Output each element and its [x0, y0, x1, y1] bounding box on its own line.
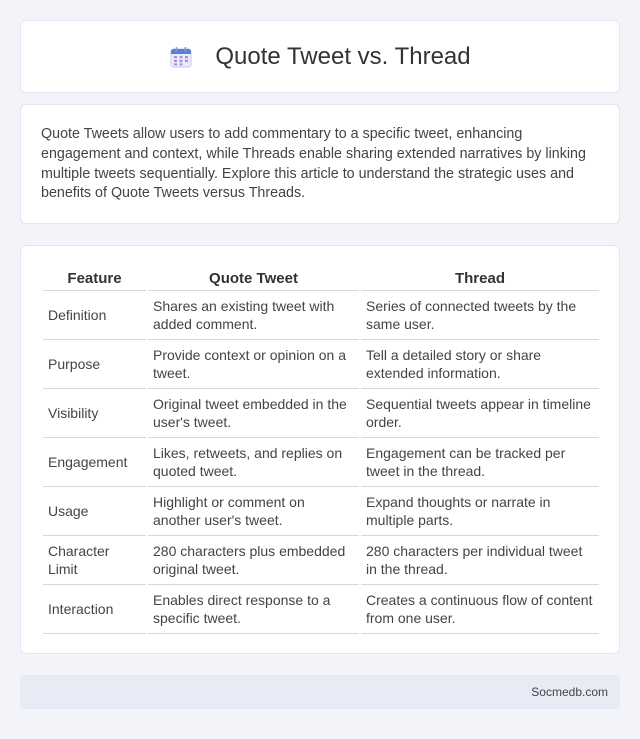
row-quote-tweet-cell: Likes, retweets, and replies on quoted tweet.	[147, 437, 360, 486]
row-quote-tweet-cell: Highlight or comment on another user's tweet.	[147, 486, 360, 535]
row-feature-cell: Character Limit	[43, 535, 147, 584]
row-quote-tweet-cell: Shares an existing tweet with added comment.	[147, 290, 360, 339]
row-thread-cell: Tell a detailed story or share extended information.	[360, 339, 599, 388]
row-feature-cell: Purpose	[43, 339, 147, 388]
calendar-icon	[169, 45, 193, 69]
table-row	[43, 535, 599, 584]
row-thread-cell: Series of connected tweets by the same user.	[360, 290, 599, 339]
row-feature-cell: Engagement	[43, 437, 147, 486]
row-thread-cell: Sequential tweets appear in timeline order.	[360, 388, 599, 437]
table-row	[43, 486, 599, 535]
table-row	[43, 290, 599, 339]
table-header-row	[43, 268, 599, 290]
title-wrap	[169, 43, 470, 71]
header-thread: Thread	[360, 268, 599, 290]
row-thread-cell: Engagement can be tracked per tweet in the thread.	[360, 437, 599, 486]
footer-bar	[20, 675, 620, 709]
table-row	[43, 437, 599, 486]
row-feature-cell: Interaction	[43, 584, 147, 633]
intro-paragraph: Quote Tweets allow users to add commentary to a specific tweet, enhancing engagement and context, while Threads enable sharing extended narratives by linking multiple tweets sequentially. Explore this article to understand the strategic uses and benefits of Quote Tweets versus Threads.	[41, 126, 586, 202]
header-feature: Feature	[43, 268, 147, 290]
comparison-card	[20, 245, 620, 654]
footer-site-link[interactable]: Socmedb.com	[531, 685, 608, 699]
intro-card	[20, 104, 620, 224]
table-row	[43, 388, 599, 437]
page-title: Quote Tweet vs. Thread	[215, 42, 471, 70]
row-thread-cell: Expand thoughts or narrate in multiple parts.	[360, 486, 599, 535]
comparison-table	[43, 268, 599, 634]
row-quote-tweet-cell: 280 characters plus embedded original tweet.	[147, 535, 360, 584]
table-row	[43, 339, 599, 388]
row-thread-cell: Creates a continuous flow of content from one user.	[360, 584, 599, 633]
row-feature-cell: Visibility	[43, 388, 147, 437]
table-row	[43, 584, 599, 633]
row-feature-cell: Usage	[43, 486, 147, 535]
row-quote-tweet-cell: Enables direct response to a specific tweet.	[147, 584, 360, 633]
header-quote-tweet: Quote Tweet	[147, 268, 360, 290]
row-feature-cell: Definition	[43, 290, 147, 339]
row-quote-tweet-cell: Provide context or opinion on a tweet.	[147, 339, 360, 388]
title-card	[20, 20, 620, 93]
row-quote-tweet-cell: Original tweet embedded in the user's tweet.	[147, 388, 360, 437]
row-thread-cell: 280 characters per individual tweet in the thread.	[360, 535, 599, 584]
